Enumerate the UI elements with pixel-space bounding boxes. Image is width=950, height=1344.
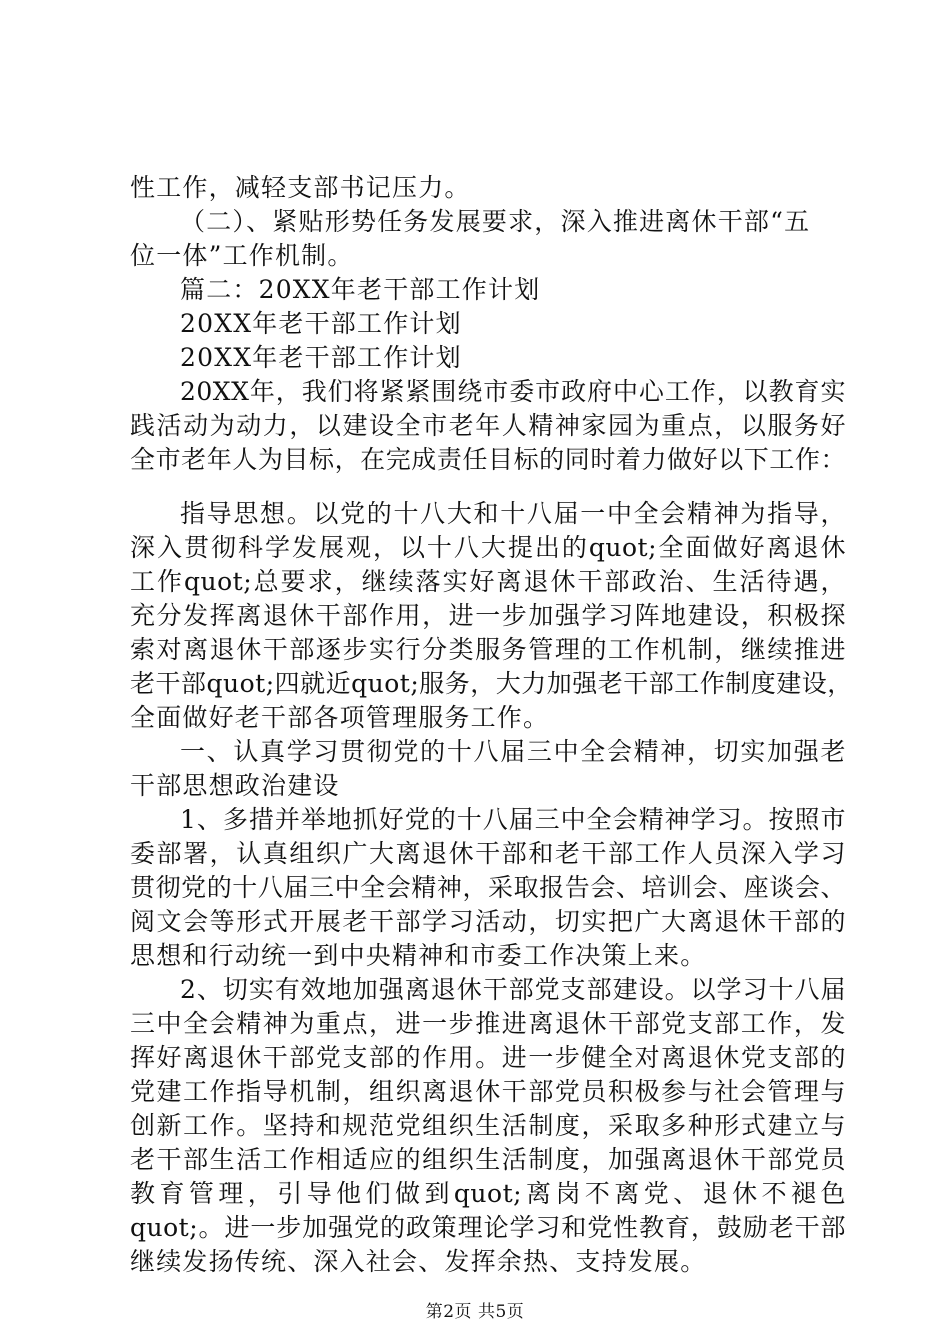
text-line: 1、多措并举地抓好党的十八届三中全会精神学习。按照市 — [180, 805, 846, 834]
text-line: 充分发挥离退休干部作用，进一步加强学习阵地建设，积极探 — [130, 601, 846, 630]
page-number: 第2页 共5页 — [425, 1302, 525, 1322]
text-line: 全面做好老干部各项管理服务工作。 — [130, 703, 550, 732]
text-line: 阅文会等形式开展老干部学习活动，切实把广大离退休干部的 — [130, 907, 846, 936]
text-line: 一、认真学习贯彻党的十八届三中全会精神，切实加强老 — [180, 737, 846, 766]
text-line: 20XX年老干部工作计划 — [180, 309, 462, 338]
text-line: 思想和行动统一到中央精神和市委工作决策上来。 — [130, 941, 707, 970]
text-line: 委部署，认真组织广大离退休干部和老干部工作人员深入学习 — [130, 839, 846, 868]
text-line: 三中全会精神为重点，进一步推进离退休干部党支部工作，发 — [130, 1009, 846, 1038]
text-line: 老干部quot;四就近quot;服务，大力加强老干部工作制度建设， — [130, 669, 853, 698]
text-line: quot;。进一步加强党的政策理论学习和党性教育，鼓励老干部 — [130, 1213, 846, 1242]
text-line: 干部思想政治建设 — [130, 771, 340, 800]
text-line: 全市老年人为目标，在完成责任目标的同时着力做好以下工作： — [130, 445, 846, 474]
text-line: 教育管理，引导他们做到quot;离岗不离党、退休不褪色 — [130, 1179, 846, 1208]
text-line: 索对离退休干部逐步实行分类服务管理的工作机制，继续推进 — [130, 635, 846, 664]
text-line: 继续发扬传统、深入社会、发挥余热、支持发展。 — [130, 1247, 707, 1276]
text-line: 20XX年，我们将紧紧围绕市委市政府中心工作，以教育实 — [180, 377, 846, 406]
text-line: 指导思想。以党的十八大和十八届一中全会精神为指导， — [180, 499, 846, 528]
text-line: 2、切实有效地加强离退休干部党支部建设。以学习十八届 — [180, 975, 846, 1004]
text-line: 20XX年老干部工作计划 — [180, 343, 462, 372]
text-line: 践活动为动力，以建设全市老年人精神家园为重点，以服务好 — [130, 411, 846, 440]
text-line: 深入贯彻科学发展观，以十八大提出的quot;全面做好离退休 — [130, 533, 846, 562]
text-line: 性工作，减轻支部书记压力。 — [130, 173, 471, 202]
text-line: 老干部生活工作相适应的组织生活制度，加强离退休干部党员 — [130, 1145, 846, 1174]
text-line: 篇二：20XX年老干部工作计划 — [180, 275, 541, 304]
text-line: 位一体”工作机制。 — [130, 241, 354, 270]
text-line: （二）、紧贴形势任务发展要求，深入推进离休干部“五 — [180, 207, 811, 236]
text-line: 挥好离退休干部党支部的作用。进一步健全对离退休党支部的 — [130, 1043, 846, 1072]
text-line: 贯彻党的十八届三中全会精神，采取报告会、培训会、座谈会、 — [130, 873, 846, 902]
text-line: 工作quot;总要求，继续落实好离退休干部政治、生活待遇， — [130, 567, 846, 596]
text-line: 创新工作。坚持和规范党组织生活制度，采取多种形式建立与 — [130, 1111, 846, 1140]
text-line: 党建工作指导机制，组织离退休干部党员积极参与社会管理与 — [130, 1077, 846, 1106]
